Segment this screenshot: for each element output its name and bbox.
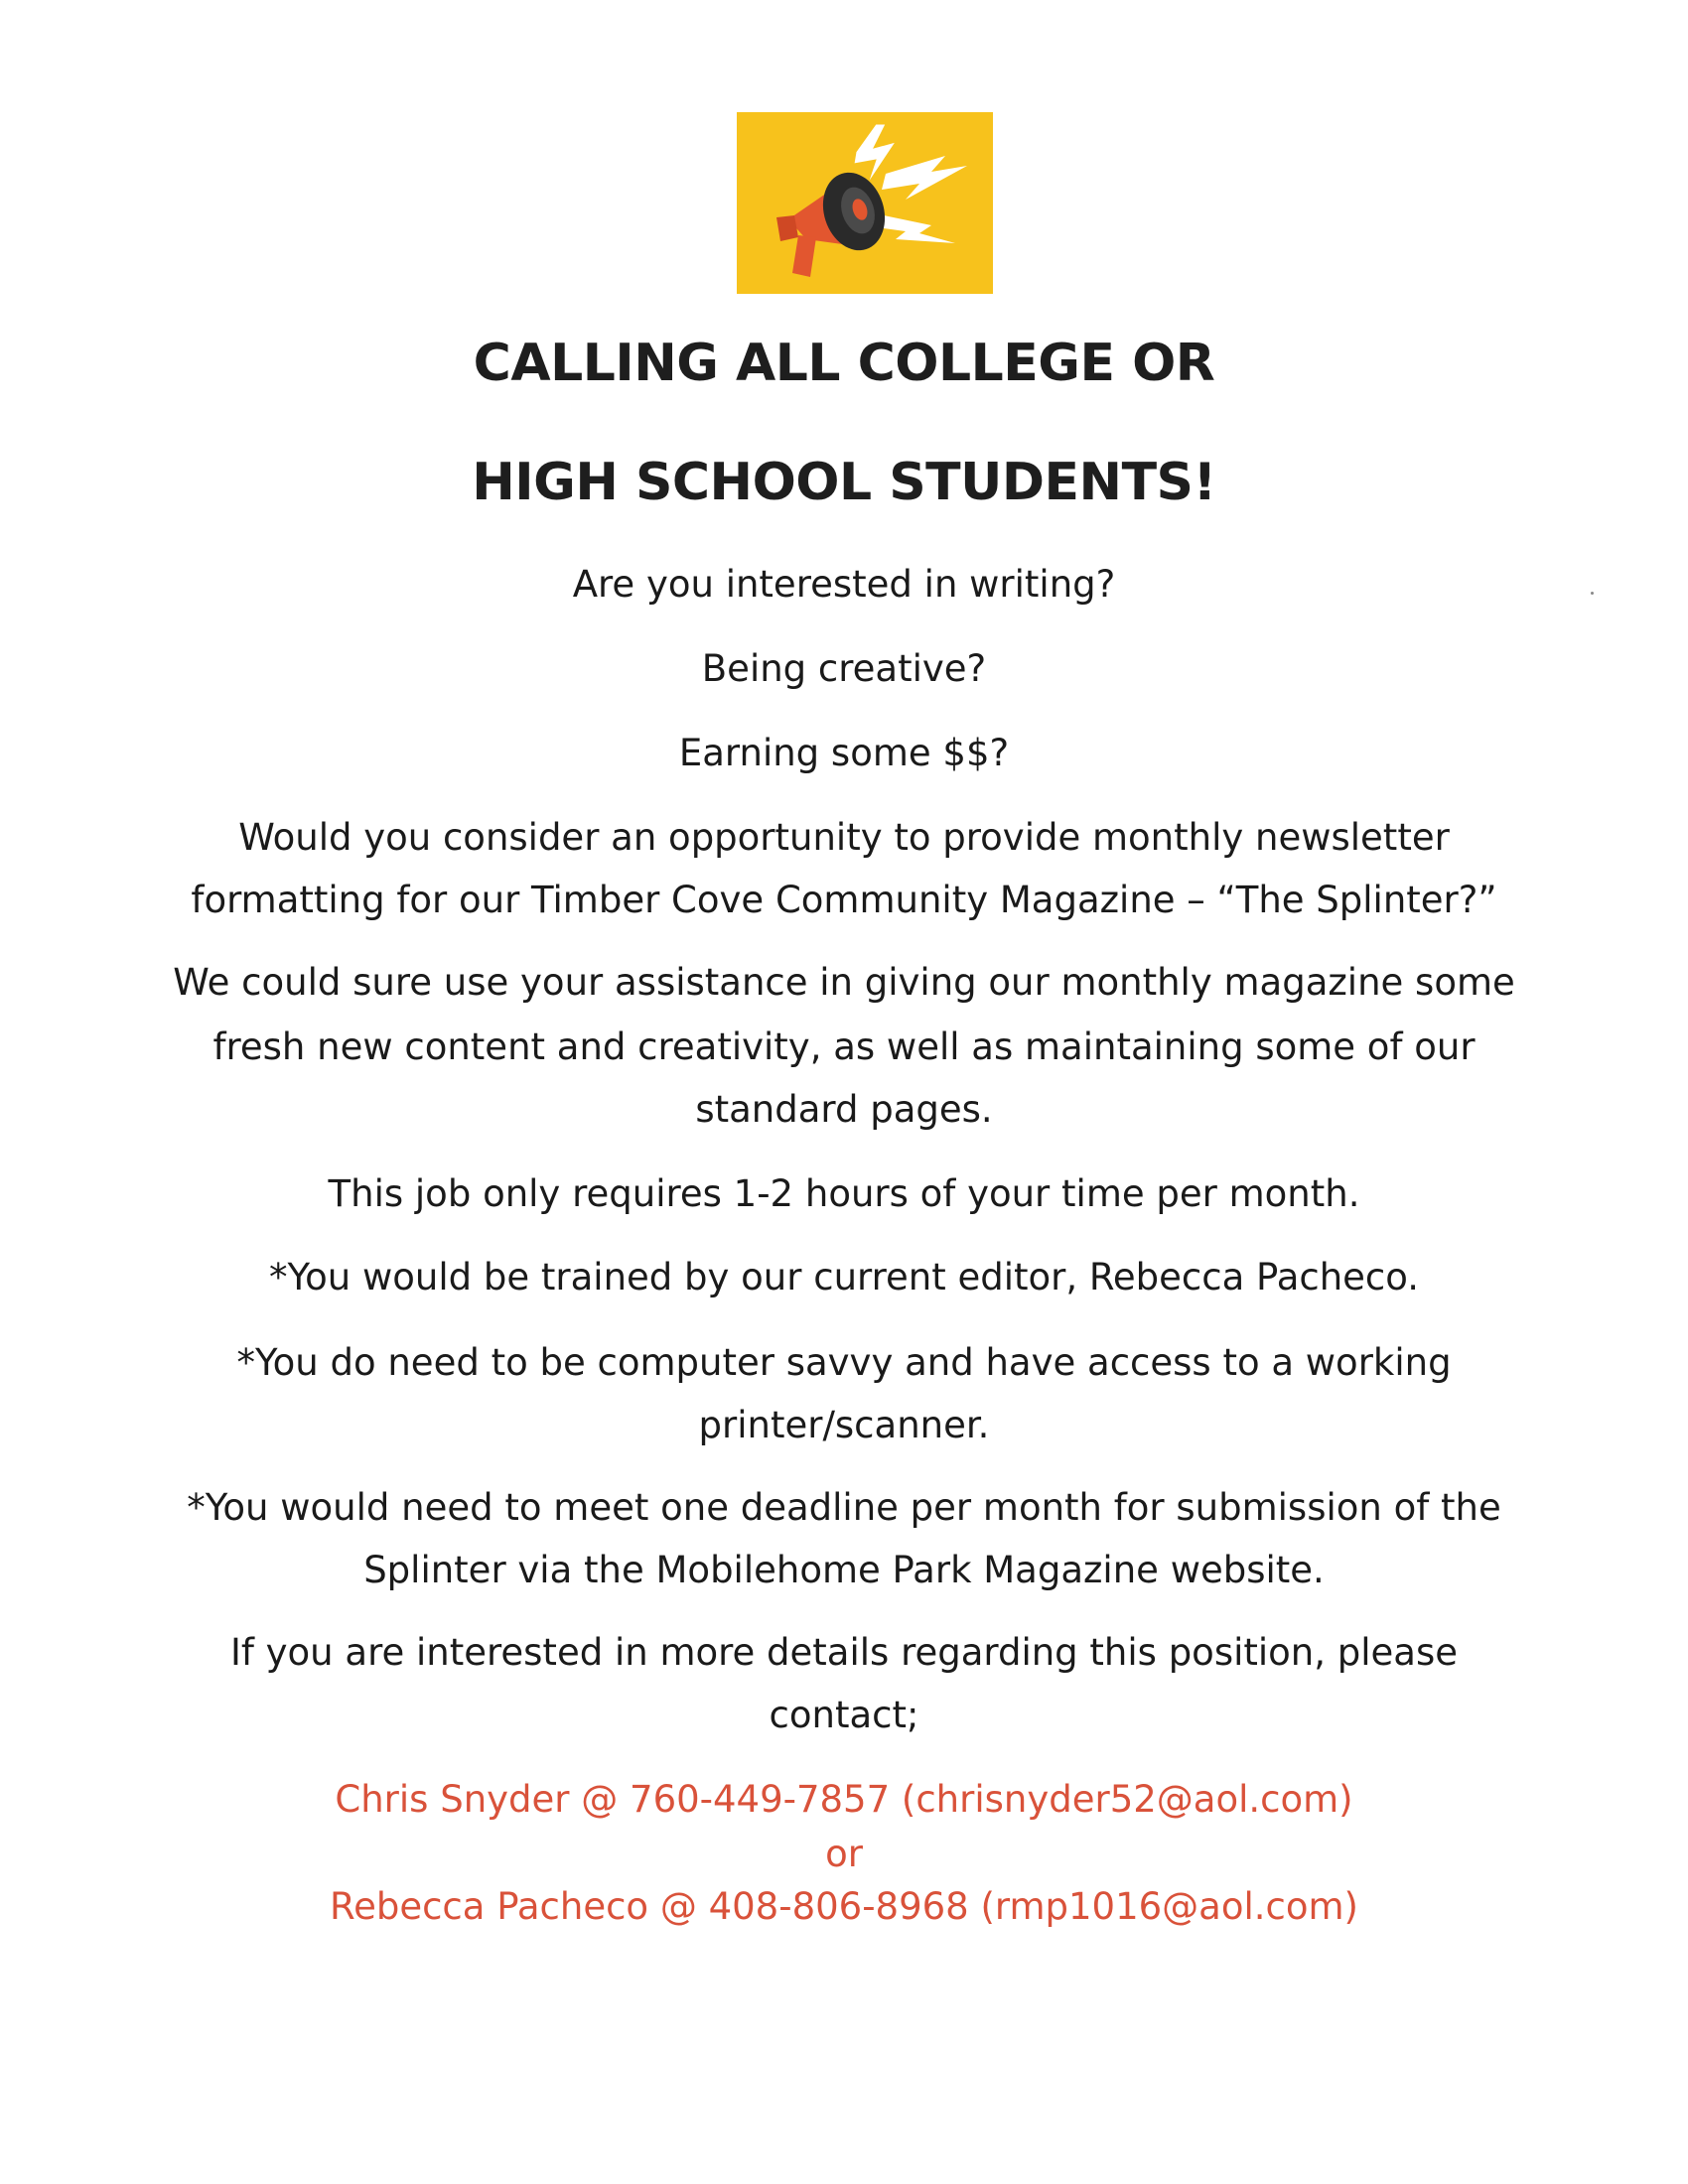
savvy-line-2: printer/scanner. — [698, 1404, 990, 1446]
deadline-line-2: Splinter via the Mobilehome Park Magazine website. — [363, 1549, 1325, 1591]
savvy-line-1: *You do need to be computer savvy and have access to a working — [236, 1341, 1452, 1384]
question-earning: Earning some $$? — [678, 732, 1010, 774]
megaphone-icon — [737, 112, 993, 294]
heading-line-1: CALLING ALL COLLEGE OR — [473, 334, 1215, 393]
question-creative: Being creative? — [701, 647, 987, 690]
assistance-line-3: standard pages. — [695, 1088, 993, 1131]
opportunity-line-1: Would you consider an opportunity to provide monthly newsletter — [238, 816, 1450, 859]
assistance-line-1: We could sure use your assistance in giving our monthly magazine some — [173, 961, 1515, 1004]
megaphone-logo — [737, 112, 993, 294]
assistance-line-2: fresh new content and creativity, as well as maintaining some of our — [212, 1025, 1476, 1068]
question-writing: Are you interested in writing? — [572, 563, 1116, 606]
heading-line-2: HIGH SCHOOL STUDENTS! — [472, 453, 1216, 512]
contact-rebecca-pacheco: Rebecca Pacheco @ 408-806-8968 (rmp1016@aol.com) — [330, 1885, 1358, 1928]
contact-separator: or — [825, 1833, 863, 1875]
interested-line-1: If you are interested in more details regarding this position, please — [229, 1631, 1459, 1674]
training-note: *You would be trained by our current editor, Rebecca Pacheco. — [268, 1256, 1420, 1298]
deadline-line-1: *You would need to meet one deadline per month for submission of the — [187, 1486, 1501, 1529]
opportunity-line-2: formatting for our Timber Cove Community Magazine – “The Splinter?” — [191, 879, 1497, 921]
scan-speck — [1591, 592, 1594, 595]
time-requirement: This job only requires 1-2 hours of your time per month. — [328, 1172, 1360, 1215]
interested-line-2: contact; — [769, 1694, 919, 1736]
contact-chris-snyder: Chris Snyder @ 760-449-7857 (chrisnyder52@aol.com) — [335, 1778, 1353, 1821]
